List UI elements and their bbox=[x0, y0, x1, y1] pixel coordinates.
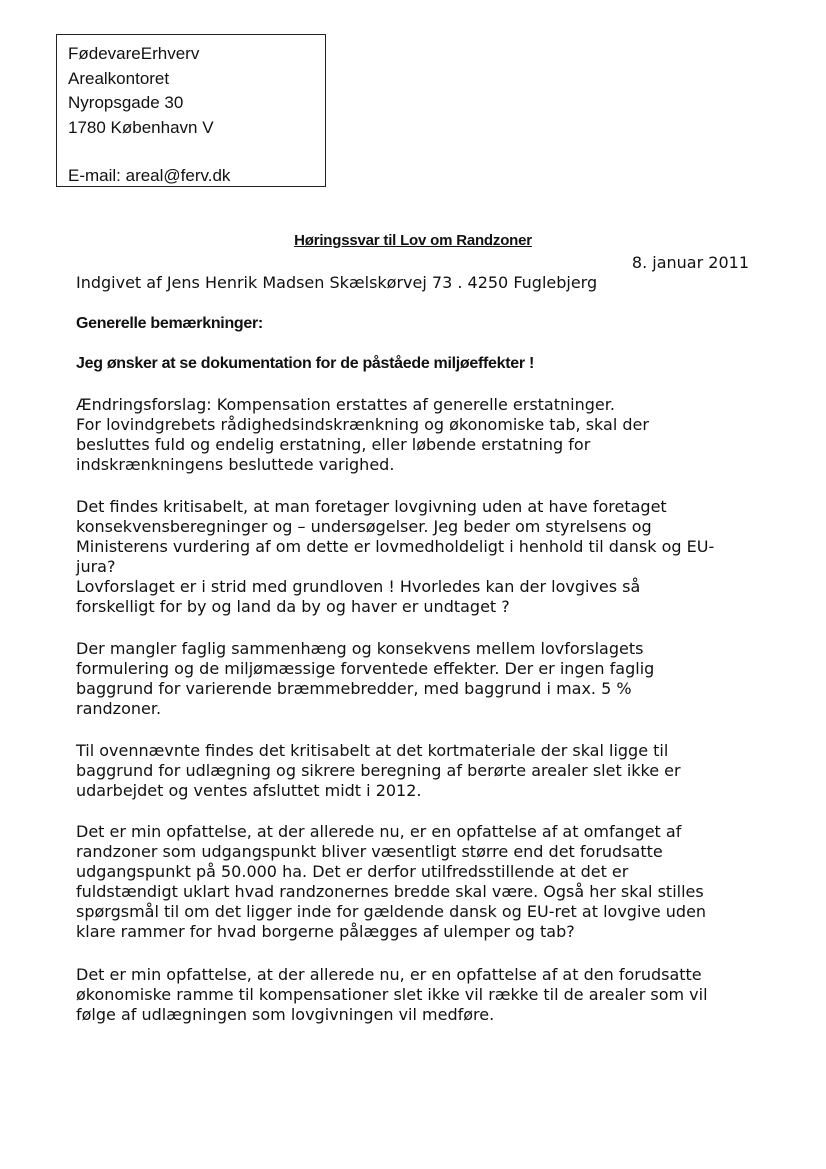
paragraph-line: baggrund for varierende bræmmebredder, med baggrund i max. 5 % bbox=[76, 679, 632, 698]
paragraph-line: udarbejdet og ventes afsluttet midt i 2012. bbox=[76, 781, 422, 800]
paragraph-line: For lovindgrebets rådighedsindskrænkning og økonomiske tab, skal der bbox=[76, 415, 649, 434]
address-spacer bbox=[68, 140, 325, 164]
paragraph-line: Ministerens vurdering af om dette er lovmedholdeligt i henhold til dansk og EU- bbox=[76, 537, 715, 556]
paragraph-line: spørgsmål til om det ligger inde for gældende dansk og EU-ret at lovgive uden bbox=[76, 902, 707, 921]
address-line: 1780 København V bbox=[68, 117, 214, 137]
paragraph-line: Der mangler faglig sammenhæng og konsekvens mellem lovforslagets bbox=[76, 639, 644, 658]
paragraph-line: randzoner. bbox=[76, 699, 162, 718]
paragraph-line: formulering og de miljømæssige forventede effekter. Der er ingen faglig bbox=[76, 659, 655, 678]
address-line: Arealkontoret bbox=[68, 68, 170, 88]
paragraph-map-material bbox=[76, 741, 766, 801]
paragraph-line: fuldstændigt uklart hvad randzonernes bredde skal være. Også her skal stilles bbox=[76, 882, 704, 901]
submitted-by-line: Indgivet af Jens Henrik Madsen Skælskørvej 73 . 4250 Fuglebjerg bbox=[76, 273, 598, 292]
heading-general-remarks: Generelle bemærkninger: bbox=[76, 315, 263, 332]
paragraph-line: baggrund for udlægning og sikrere beregning af berørte arealer slet ikke er bbox=[76, 761, 681, 780]
paragraph-line: Det findes kritisabelt, at man foretager lovgivning uden at have foretaget bbox=[76, 497, 667, 516]
recipient-address-box bbox=[56, 34, 326, 187]
paragraph-line: klare rammer for hvad borgerne pålægges af ulemper og tab? bbox=[76, 922, 575, 941]
paragraph-line: Lovforslaget er i strid med grundloven ! Hvorledes kan der lovgives så bbox=[76, 577, 641, 596]
document-date: 8. januar 2011 bbox=[631, 253, 749, 272]
paragraph-line: Til ovennævnte findes det kritisabelt at det kortmateriale der skal ligge til bbox=[76, 741, 669, 760]
paragraph-line: konsekvensberegninger og – undersøgelser. Jeg beder om styrelsens og bbox=[76, 517, 652, 536]
address-email: E-mail: areal@ferv.dk bbox=[68, 166, 231, 185]
paragraph-line: Det er min opfattelse, at der allerede nu, er en opfattelse af at omfanget af bbox=[76, 822, 682, 841]
paragraph-line: udgangspunkt på 50.000 ha. Det er derfor utilfredsstillende at det er bbox=[76, 862, 629, 881]
address-line: FødevareErhverv bbox=[68, 44, 200, 63]
paragraph-line: randzoner som udgangspunkt bliver væsentligt større end det forudsatte bbox=[76, 842, 663, 861]
paragraph-line: besluttes fuld og endelig erstatning, eller løbende erstatning for bbox=[76, 435, 591, 454]
paragraph-line: jura? bbox=[76, 557, 116, 576]
paragraph-compensation bbox=[76, 965, 766, 1025]
document-title: Høringssvar til Lov om Randzoner bbox=[294, 232, 532, 249]
paragraph-line: Det er min opfattelse, at der allerede nu, er en opfattelse af at den forudsatte bbox=[76, 965, 702, 984]
paragraph-coherence bbox=[76, 639, 766, 719]
paragraph-amendment bbox=[76, 395, 766, 475]
paragraph-line: forskelligt for by og land da by og haver er undtaget ? bbox=[76, 597, 510, 616]
paragraph-line: økonomiske ramme til kompensationer slet ikke vil række til de arealer som vil bbox=[76, 985, 708, 1004]
heading-documentation-request: Jeg ønsker at se dokumentation for de påståede miljøeffekter ! bbox=[76, 355, 534, 372]
address-line: Nyropsgade 30 bbox=[68, 93, 184, 112]
paragraph-line: indskrænkningens besluttede varighed. bbox=[76, 455, 395, 474]
paragraph-line: Ændringsforslag: Kompensation erstattes af generelle erstatninger. bbox=[76, 395, 615, 414]
paragraph-line: følge af udlægningen som lovgivningen vil medføre. bbox=[76, 1005, 495, 1024]
paragraph-criticism bbox=[76, 497, 766, 617]
paragraph-zone-extent bbox=[76, 822, 766, 942]
